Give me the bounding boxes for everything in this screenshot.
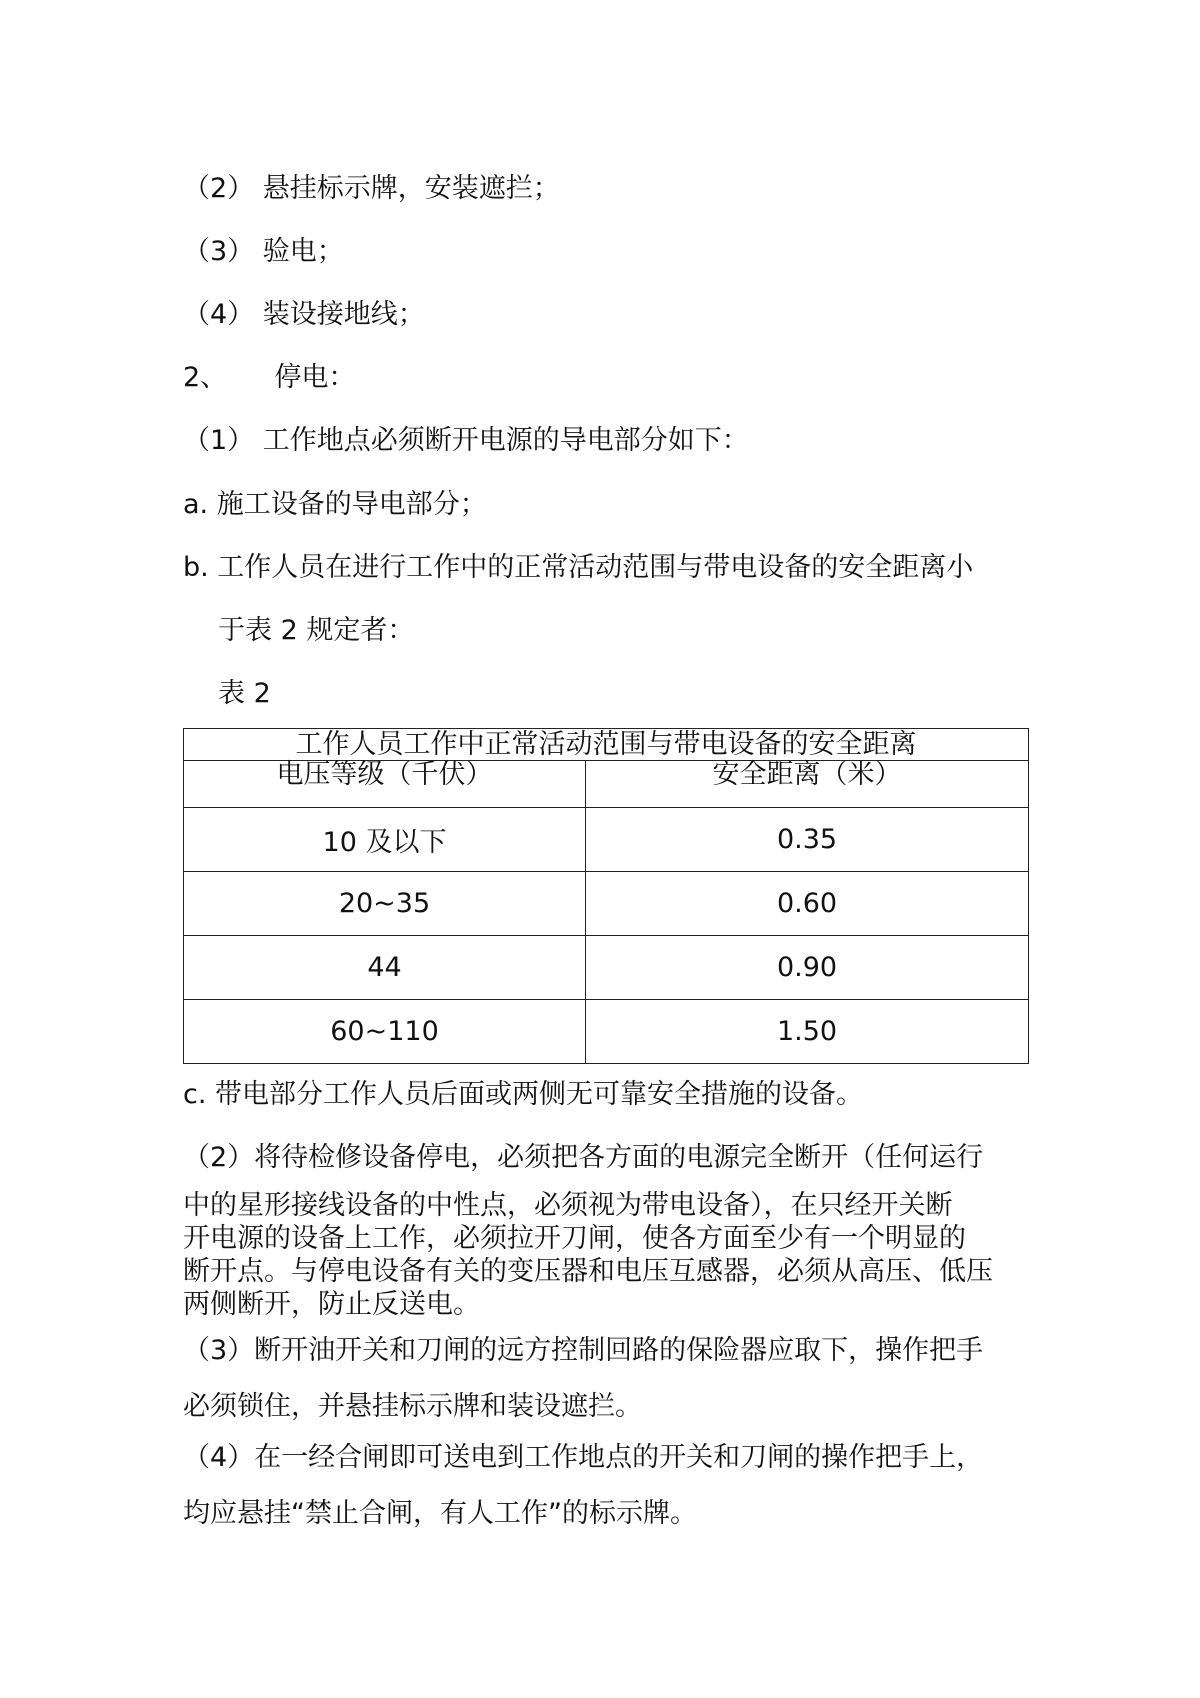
para3-line1: （3）断开油开关和刀闸的远方控制回路的保险器应取下，操作把手 (183, 1335, 984, 1366)
header-voltage: 电压等级（千伏） (184, 761, 586, 808)
item-a: a. 施工设备的导电部分； (183, 489, 487, 520)
para2-line1: （2）将待检修设备停电，必须把各方面的电源完全断开（任何运行 (183, 1142, 984, 1173)
step-3-test-voltage: （3） 验电； (183, 236, 344, 267)
table-row (184, 1000, 1029, 1064)
para2-line3: 开电源的设备上工作，必须拉开刀闸，使各方面至少有一个明显的 (183, 1223, 966, 1254)
table-row (184, 808, 1029, 872)
table-row (184, 936, 1029, 1000)
voltage-cell: 44 (184, 936, 586, 1000)
voltage-cell: 20~35 (184, 872, 586, 936)
voltage-cell: 60~110 (184, 1000, 586, 1064)
distance-cell: 1.50 (586, 1000, 1029, 1064)
distance-cell: 0.90 (586, 936, 1029, 1000)
safety-distance-table (183, 728, 1029, 1064)
para2-line5: 两侧断开，防止反送电。 (183, 1289, 480, 1320)
step-4-install-grounding: （4） 装设接地线； (183, 299, 425, 330)
subsection-1: （1） 工作地点必须断开电源的导电部分如下： (183, 425, 749, 456)
table-header-row (184, 761, 1029, 808)
step-2-hang-signs: （2） 悬挂标示牌，安装遮拦； (183, 173, 560, 204)
distance-cell: 0.35 (586, 808, 1029, 872)
para2-line2: 中的星形接线设备的中性点，必须视为带电设备），在只经开关断 (183, 1190, 953, 1221)
table-caption-row (184, 729, 1029, 761)
section-number: 2、 (183, 362, 228, 393)
item-b-line1: b. 工作人员在进行工作中的正常活动范围与带电设备的安全距离小 (183, 552, 974, 583)
para4-line1: （4）在一经合闸即可送电到工作地点的开关和刀闸的操作把手上， (183, 1442, 984, 1473)
item-c: c. 带电部分工作人员后面或两侧无可靠安全措施的设备。 (183, 1079, 864, 1110)
voltage-cell: 10 及以下 (184, 808, 586, 872)
table-caption: 工作人员工作中正常活动范围与带电设备的安全距离 (184, 729, 1029, 761)
table-row (184, 872, 1029, 936)
para2-body (183, 1189, 1028, 1321)
header-distance: 安全距离（米） (586, 761, 1029, 808)
para3-line2: 必须锁住，并悬挂标示牌和装设遮拦。 (183, 1391, 642, 1422)
para4-line2: 均应悬挂“禁止合闸，有人工作”的标示牌。 (183, 1498, 697, 1529)
para2-line4: 断开点。与停电设备有关的变压器和电压互感器，必须从高压、低压 (183, 1256, 993, 1287)
item-b-line2: 于表 2 规定者： (218, 615, 415, 646)
section-title: 停电： (274, 362, 356, 393)
distance-cell: 0.60 (586, 872, 1029, 936)
table-label: 表 2 (218, 678, 271, 709)
section-heading (183, 361, 355, 395)
